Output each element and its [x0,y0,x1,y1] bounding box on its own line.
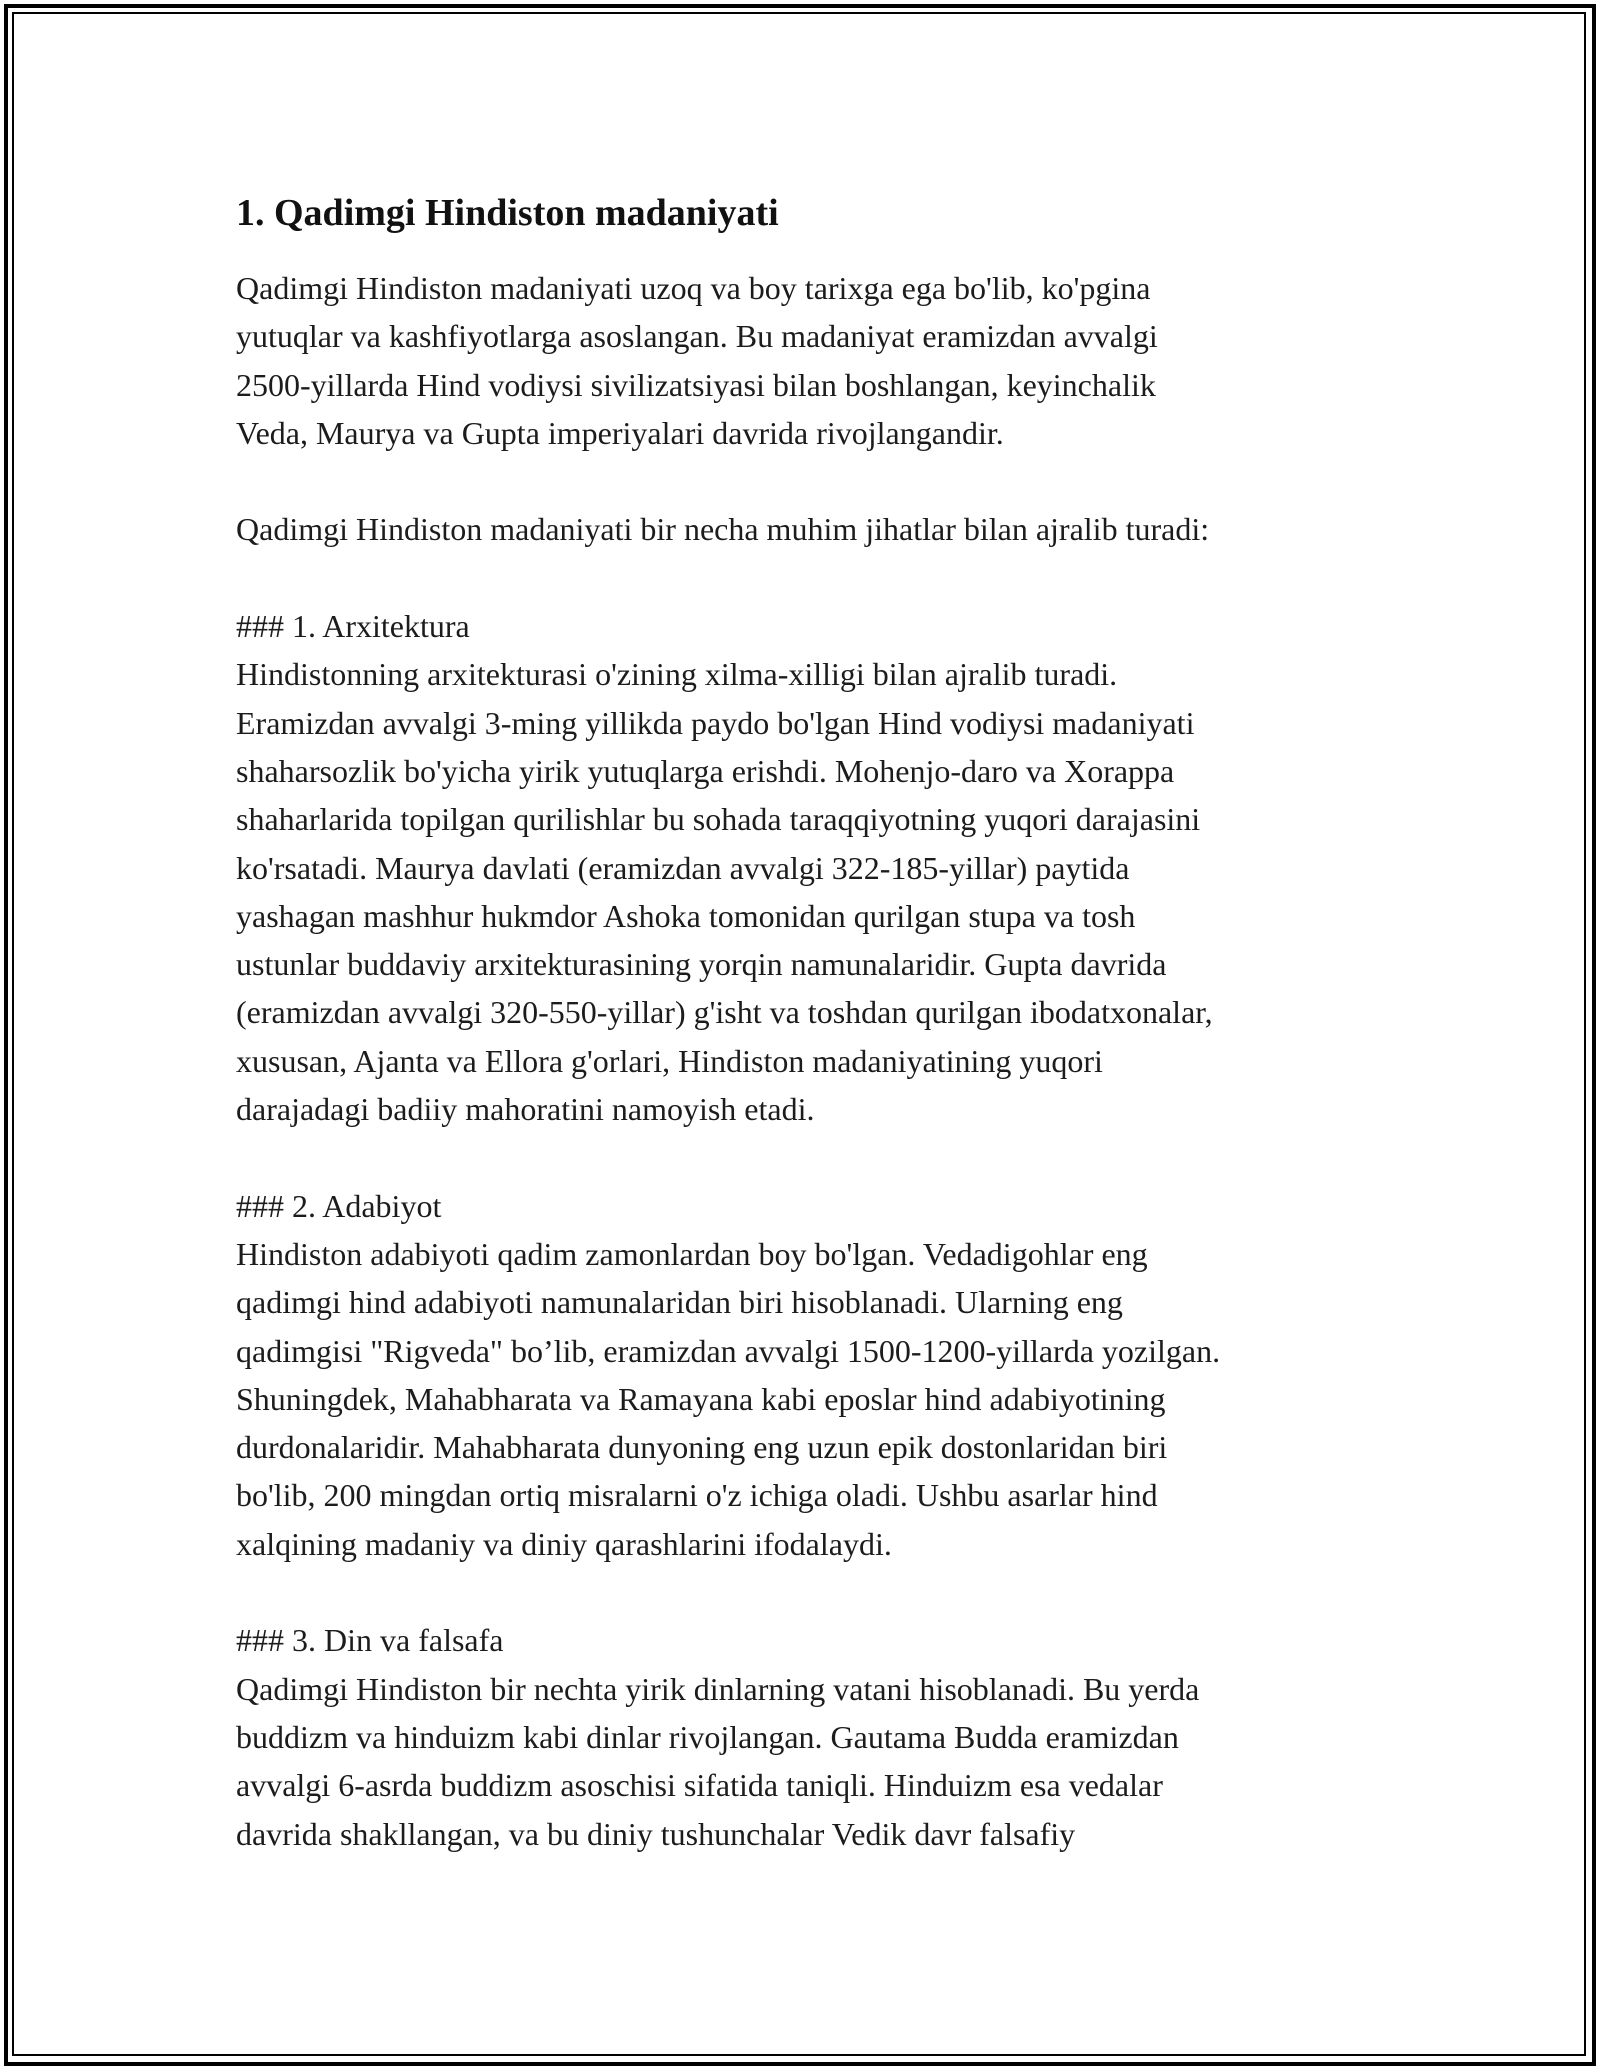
section-heading: ### 2. Adabiyot [236,1187,442,1224]
paragraph-gap [236,554,1376,602]
paragraph-gap [236,1133,1376,1181]
lead-paragraph: Qadimgi Hindiston madaniyati bir necha muhim jihatlar bilan ajralib turadi: [236,511,1210,548]
document-title: 1. Qadimgi Hindiston madaniyati [236,192,779,234]
section-body: Hindiston adabiyoti qadim zamonlardan boy bo'lgan. Vedadigohlar eng qadimgi hind adabiyoti namunalaridan biri hisoblanadi. Ularning eng qadimgisi "Rigveda" bo’lib, eramizdan avvalgi 1500-1200-yillarda yozilgan. Shuningdek, Mahabharata va Ramayana kabi eposlar hind adabiyotining durdonalaridir. Mahabharata dunyoning eng uzun epik dostonlaridan biri bo'lib, 200 mingdan ortiq misralarni o'z ichiga oladi. Ushbu asarlar hind xalqining madaniy va diniy qarashlarini ifodalaydi. [236,1235,1221,1562]
paragraph-gap [236,457,1376,505]
section-body: Qadimgi Hindiston bir nechta yirik dinlarning vatani hisoblanadi. Bu yerda buddizm va hinduizm kabi dinlar rivojlangan. Gautama Budda eramizdan avvalgi 6-asrda buddizm asoschisi sifatida taniqli. Hinduizm esa vedalar davrida shakllangan, va bu diniy tushunchalar Vedik davr falsafiy [236,1670,1200,1852]
section-heading: ### 3. Din va falsafa [236,1622,504,1659]
section-religion-philosophy [236,1616,1376,1857]
section-heading: ### 1. Arxitektura [236,608,470,645]
document-body [236,180,1376,1858]
section-architecture [236,602,1376,1133]
paragraph-gap [236,1568,1376,1616]
section-literature [236,1182,1376,1568]
section-body: Hindistonning arxitekturasi o'zining xilma-xilligi bilan ajralib turadi. Eramizdan avvalgi 3-ming yillikda paydo bo'lgan Hind vodiysi madaniyati shaharsozlik bo'yicha yirik yutuqlarga erishdi. Mohenjo-daro va Xorappa shaharlarida topilgan qurilishlar bu sohada taraqqiyotning yuqori darajasini ko'rsatadi. Maurya davlati (eramizdan avvalgi 322-185-yillar) paytida yashagan mashhur hukmdor Ashoka tomonidan qurilgan stupa va tosh ustunlar buddaviy arxitekturasining yorqin namunalaridir. Gupta davrida (eramizdan avvalgi 320-550-yillar) g'isht va toshdan qurilgan ibodatxonalar, xususan, Ajanta va Ellora g'orlari, Hindiston madaniyatining yuqori darajadagi badiiy mahoratini namoyish etadi. [236,656,1213,1128]
intro-paragraph: Qadimgi Hindiston madaniyati uzoq va boy tarixga ega bo'lib, ko'pgina yutuqlar va kashfiyotlarga asoslangan. Bu madaniyat eramizdan avvalgi 2500-yillarda Hind vodiysi sivilizatsiyasi bilan boshlangan, keyinchalik Veda, Maurya va Gupta imperiyalari davrida rivojlangandir. [236,270,1158,451]
